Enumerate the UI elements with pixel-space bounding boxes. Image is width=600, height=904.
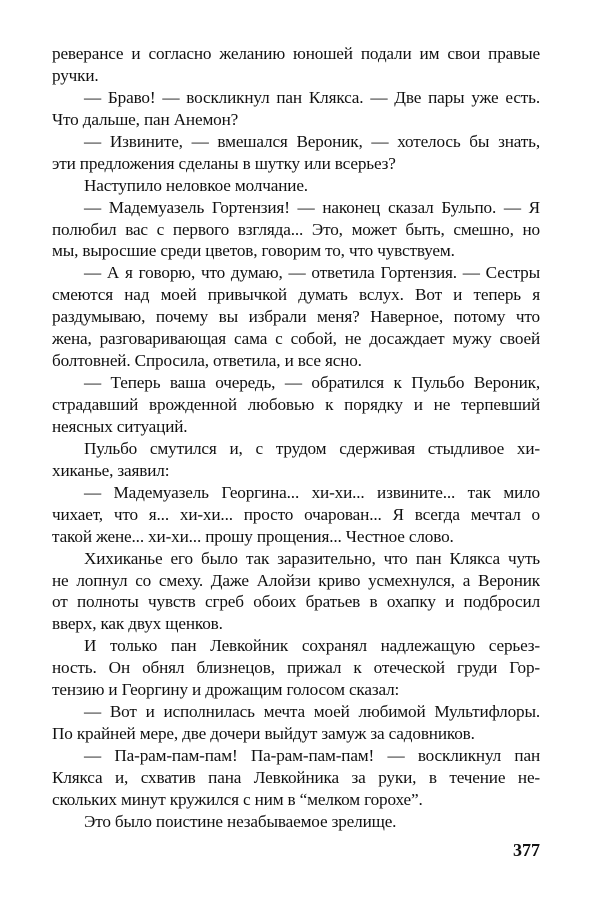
- text-line: ручки.: [52, 65, 99, 85]
- text-line: — Браво! — воскликнул пан Клякса. — Две пары уже есть.: [84, 87, 540, 107]
- text-line: тензию и Георгину и дрожащим голосом сказал:: [52, 680, 400, 700]
- text-line: хиканье, заявил:: [52, 460, 170, 480]
- text-line: И только пан Левкойник сохранял надлежащую серьез-: [84, 636, 540, 656]
- text-line: эти предложения сделаны в шутку или всерьез?: [52, 153, 396, 173]
- text-line: вверх, как двух щенков.: [52, 614, 223, 634]
- text-line: болтовней. Спросила, ответила, и все ясно.: [52, 351, 362, 371]
- text-line: — Вот и исполнилась мечта моей любимой Мультифлоры.: [84, 702, 540, 722]
- text-line: — Мадемуазель Гортензия! — наконец сказал Бульпо. — Я: [84, 197, 540, 217]
- text-line: от полноты чувств сгреб обоих братьев в охапку и подбросил: [52, 592, 540, 612]
- page-number: 377: [513, 840, 540, 860]
- text-line: — А я говорю, что думаю, — ответила Гортензия. — Сестры: [84, 263, 540, 283]
- text-line: чихает, что я... хи-хи... просто очарован... Я всегда мечтал о: [52, 504, 540, 524]
- book-page-text: [52, 43, 540, 833]
- text-line: скольких минут кружился с ним в “мелком горохе”.: [52, 789, 423, 809]
- text-line: Пульбо смутился и, с трудом сдерживая стыдливое хи-: [84, 438, 540, 458]
- text-line: полюбил вас с первого взгляда... Это, может быть, смешно, но: [52, 219, 540, 239]
- text-line: не лопнул со смеху. Даже Алойзи криво усмехнулся, а Вероник: [52, 570, 540, 590]
- text-line: — Извините, — вмешался Вероник, — хотелось бы знать,: [84, 131, 540, 151]
- text-line: Хихиканье его было так заразительно, что пан Клякса чуть: [84, 548, 540, 568]
- text-line: Наступило неловкое молчание.: [84, 175, 308, 195]
- text-line: — Мадемуазель Георгина... хи-хи... извините... так мило: [84, 482, 540, 502]
- text-line: раздумываю, почему вы избрали меня? Наверное, потому что: [52, 307, 540, 327]
- text-line: Это было поистине незабываемое зрелище.: [84, 811, 397, 831]
- text-line: ность. Он обнял близнецов, прижал к отеческой груди Гор-: [52, 658, 540, 678]
- text-line: смеются над моей привычкой думать вслух. Вот и теперь я: [52, 285, 540, 305]
- text-line: мы, выросшие среди цветов, говорим то, что чувствуем.: [52, 241, 455, 261]
- text-line: жена, разговаривающая сама с собой, не досаждает мужу своей: [52, 329, 540, 349]
- text-line: такой жене... хи-хи... прошу прощения... Честное слово.: [52, 526, 454, 546]
- text-line: Что дальше, пан Анемон?: [52, 109, 239, 129]
- text-line: По крайней мере, две дочери выйдут замуж за садовников.: [52, 724, 475, 744]
- text-line: — Па-рам-пам-пам! Па-рам-пам-пам! — воскликнул пан: [84, 746, 540, 765]
- text-line: реверансе и согласно желанию юношей подали им свои правые: [52, 44, 540, 63]
- text-line: — Теперь ваша очередь, — обратился к Пульбо Вероник,: [84, 373, 540, 393]
- text-line: Клякса и, схватив пана Левкойника за руки, в течение не-: [52, 767, 540, 787]
- text-line: страдавший врожденной любовью к порядку и не терпевший: [52, 395, 540, 414]
- text-line: неясных ситуаций.: [52, 416, 188, 436]
